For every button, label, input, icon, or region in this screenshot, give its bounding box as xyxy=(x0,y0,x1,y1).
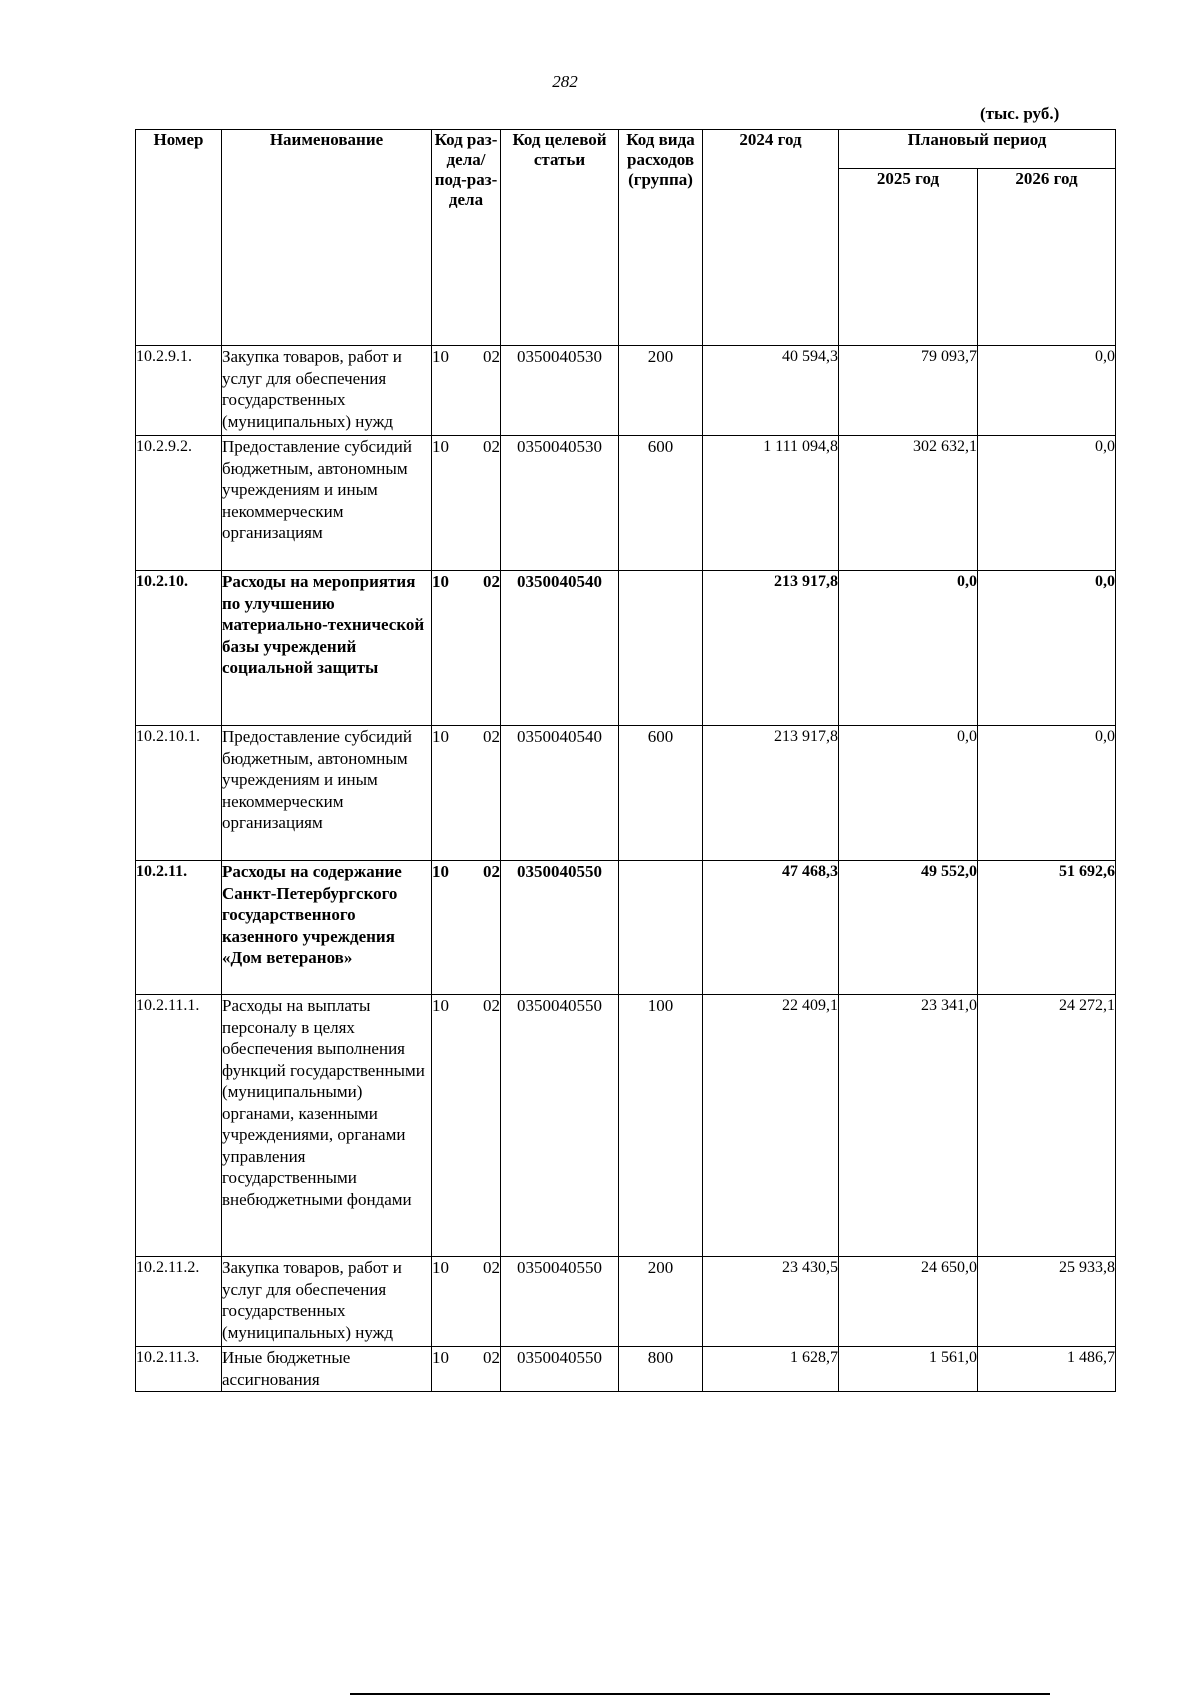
header-number: Номер xyxy=(136,130,222,346)
header-plan-period: Плановый период xyxy=(839,130,1116,169)
row-kcs: 0350040530 xyxy=(501,346,619,436)
row-name: Иные бюджетные ассигнования xyxy=(222,1347,432,1392)
row-2025: 302 632,1 xyxy=(839,436,978,571)
row-podrazdel-code: 02 xyxy=(483,347,500,366)
row-2024: 213 917,8 xyxy=(703,571,839,726)
header-kvr: Код вида расходов (группа) xyxy=(619,130,703,346)
row-kcs: 0350040550 xyxy=(501,861,619,995)
row-2026: 25 933,8 xyxy=(978,1257,1116,1347)
table-row xyxy=(136,571,1116,726)
row-razdel xyxy=(432,861,501,995)
row-2026: 0,0 xyxy=(978,571,1116,726)
row-2026: 0,0 xyxy=(978,726,1116,861)
row-razdel xyxy=(432,346,501,436)
row-2025: 49 552,0 xyxy=(839,861,978,995)
row-kcs: 0350040550 xyxy=(501,1347,619,1392)
row-kcs: 0350040550 xyxy=(501,1257,619,1347)
row-razdel-code: 10 xyxy=(432,1348,449,1367)
row-kcs: 0350040540 xyxy=(501,571,619,726)
row-razdel-code: 10 xyxy=(432,572,449,591)
row-razdel xyxy=(432,1257,501,1347)
row-name: Предоставление субсидий бюджетным, автономным учреждениям и иным некоммерческим организациям xyxy=(222,436,432,571)
row-2025: 1 561,0 xyxy=(839,1347,978,1392)
row-podrazdel-code: 02 xyxy=(483,727,500,746)
row-2025: 23 341,0 xyxy=(839,995,978,1257)
row-2026: 0,0 xyxy=(978,346,1116,436)
row-razdel xyxy=(432,571,501,726)
row-kcs: 0350040540 xyxy=(501,726,619,861)
row-kvr: 100 xyxy=(619,995,703,1257)
row-number: 10.2.11. xyxy=(136,861,222,995)
row-2024: 1 111 094,8 xyxy=(703,436,839,571)
row-razdel xyxy=(432,726,501,861)
row-kcs: 0350040550 xyxy=(501,995,619,1257)
table-row xyxy=(136,726,1116,861)
row-number: 10.2.11.1. xyxy=(136,995,222,1257)
row-kvr: 600 xyxy=(619,436,703,571)
row-number: 10.2.10. xyxy=(136,571,222,726)
row-2026: 51 692,6 xyxy=(978,861,1116,995)
header-name: Наименование xyxy=(222,130,432,346)
row-2024: 1 628,7 xyxy=(703,1347,839,1392)
row-name: Закупка товаров, работ и услуг для обеспечения государственных (муниципальных) нужд xyxy=(222,1257,432,1347)
table-row xyxy=(136,861,1116,995)
row-name: Расходы на мероприятия по улучшению материально-технической базы учреждений социальной защиты xyxy=(222,571,432,726)
row-kvr: 800 xyxy=(619,1347,703,1392)
row-name: Предоставление субсидий бюджетным, автономным учреждениям и иным некоммерческим организациям xyxy=(222,726,432,861)
table-row xyxy=(136,995,1116,1257)
row-name: Закупка товаров, работ и услуг для обеспечения государственных (муниципальных) нужд xyxy=(222,346,432,436)
row-2024: 40 594,3 xyxy=(703,346,839,436)
row-2026: 1 486,7 xyxy=(978,1347,1116,1392)
table-row xyxy=(136,436,1116,571)
row-podrazdel-code: 02 xyxy=(483,862,500,881)
row-razdel-code: 10 xyxy=(432,347,449,366)
row-podrazdel-code: 02 xyxy=(483,437,500,456)
row-kvr xyxy=(619,861,703,995)
table-row xyxy=(136,1257,1116,1347)
row-razdel-code: 10 xyxy=(432,996,449,1015)
row-2025: 79 093,7 xyxy=(839,346,978,436)
row-name: Расходы на содержание Санкт-Петербургского государственного казенного учреждения «Дом ветеранов» xyxy=(222,861,432,995)
row-razdel-code: 10 xyxy=(432,727,449,746)
row-number: 10.2.11.3. xyxy=(136,1347,222,1392)
row-2024: 47 468,3 xyxy=(703,861,839,995)
row-number: 10.2.9.2. xyxy=(136,436,222,571)
header-2024: 2024 год xyxy=(703,130,839,346)
header-2025: 2025 год xyxy=(839,169,978,346)
row-2025: 0,0 xyxy=(839,726,978,861)
row-name: Расходы на выплаты персоналу в целях обеспечения выполнения функций государственными (муниципальными) органами, казенными учреждениями, органами управления государственными внебюджетными фондами xyxy=(222,995,432,1257)
row-razdel-code: 10 xyxy=(432,862,449,881)
row-podrazdel-code: 02 xyxy=(483,1258,500,1277)
row-podrazdel-code: 02 xyxy=(483,996,500,1015)
row-kvr xyxy=(619,571,703,726)
table-row xyxy=(136,1347,1116,1392)
row-2026: 0,0 xyxy=(978,436,1116,571)
table-body xyxy=(136,346,1116,1392)
row-razdel xyxy=(432,1347,501,1392)
page-number: 282 xyxy=(552,72,578,91)
table-row xyxy=(136,346,1116,436)
row-2025: 24 650,0 xyxy=(839,1257,978,1347)
header-2026: 2026 год xyxy=(978,169,1116,346)
header-kcs: Код целевой статьи xyxy=(501,130,619,346)
units-label: (тыс. руб.) xyxy=(980,104,1060,123)
row-number: 10.2.9.1. xyxy=(136,346,222,436)
row-2025: 0,0 xyxy=(839,571,978,726)
row-2024: 213 917,8 xyxy=(703,726,839,861)
row-podrazdel-code: 02 xyxy=(483,572,500,591)
row-2026: 24 272,1 xyxy=(978,995,1116,1257)
row-kvr: 600 xyxy=(619,726,703,861)
row-razdel xyxy=(432,436,501,571)
row-podrazdel-code: 02 xyxy=(483,1348,500,1367)
row-2024: 22 409,1 xyxy=(703,995,839,1257)
row-kcs: 0350040530 xyxy=(501,436,619,571)
row-razdel xyxy=(432,995,501,1257)
row-razdel-code: 10 xyxy=(432,1258,449,1277)
row-number: 10.2.10.1. xyxy=(136,726,222,861)
budget-table xyxy=(135,129,1116,1392)
row-number: 10.2.11.2. xyxy=(136,1257,222,1347)
row-2024: 23 430,5 xyxy=(703,1257,839,1347)
row-razdel-code: 10 xyxy=(432,437,449,456)
header-razdel: Код раз-дела/ под-раз-дела xyxy=(432,130,501,346)
row-kvr: 200 xyxy=(619,1257,703,1347)
row-kvr: 200 xyxy=(619,346,703,436)
